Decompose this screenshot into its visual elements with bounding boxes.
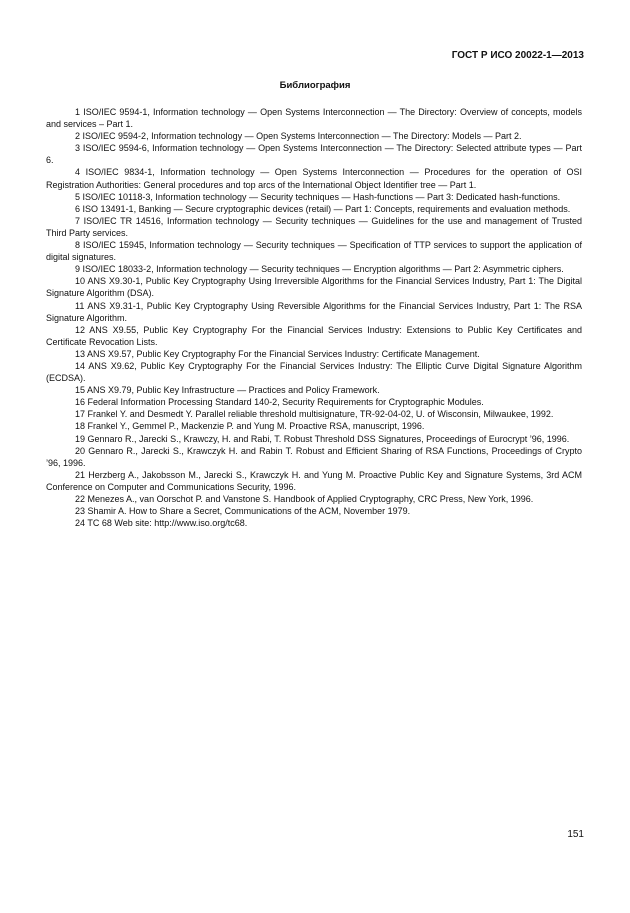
bibliography-item-number: 21 bbox=[75, 469, 86, 480]
bibliography-item-number: 13 bbox=[75, 348, 86, 359]
bibliography-item bbox=[46, 203, 582, 215]
bibliography-list bbox=[46, 106, 582, 529]
bibliography-item bbox=[46, 215, 582, 239]
bibliography-item-text: ISO/IEC 10118-3, Information technology — Security techniques — Hash-functions — Part 3: Dedicated hash-functions. bbox=[82, 191, 561, 202]
bibliography-item-text: Herzberg A., Jakobsson M., Jarecki S., Krawczyk H. and Yung M. Proactive Public Key and Signature Systems, 3rd ACM Conference on Computer and Communications Security, 1996. bbox=[46, 469, 582, 492]
bibliography-item-text: ANS X9.55, Public Key Cryptography For the Financial Services Industry: Extensions to Public Key Certificates and Certificate Revocation Lists. bbox=[46, 324, 582, 347]
bibliography-item-text: ISO/IEC TR 14516, Information technology — Security techniques — Guidelines for the use and management of Trusted Third Party services. bbox=[46, 215, 582, 238]
bibliography-item-number: 2 bbox=[75, 131, 81, 142]
bibliography-item-text: ANS X9.79, Public Key Infrastructure — Practices and Policy Framework. bbox=[87, 385, 380, 396]
page-number: 151 bbox=[567, 829, 584, 840]
bibliography-item bbox=[46, 106, 582, 130]
bibliography-item-number: 14 bbox=[75, 360, 86, 371]
bibliography-item bbox=[46, 445, 582, 469]
bibliography-item bbox=[46, 348, 582, 360]
bibliography-item bbox=[46, 517, 582, 529]
bibliography-item-number: 24 bbox=[75, 518, 86, 529]
bibliography-item-number: 7 bbox=[75, 215, 81, 226]
bibliography-item-text: ISO/IEC 18033-2, Information technology — Security techniques — Encryption algorithms — Part 2: Asymmetric ciphers. bbox=[82, 264, 564, 275]
bibliography-item-text: Gennaro R., Jarecki S., Krawczyk H. and Rabin T. Robust and Efficient Sharing of RSA Functions, Proceedings of Crypto ’96, 1996. bbox=[46, 445, 582, 468]
bibliography-item-number: 4 bbox=[75, 167, 81, 178]
bibliography-item-number: 15 bbox=[75, 385, 86, 396]
bibliography-item-text: ANS X9.57, Public Key Cryptography For the Financial Services Industry: Certificate Management. bbox=[87, 348, 480, 359]
bibliography-item bbox=[46, 420, 582, 432]
bibliography-item-text: Frankel Y. and Desmedt Y. Parallel reliable threshold multisignature, TR-92-04-02, U. of Wisconsin, Milwaukee, 1992. bbox=[87, 409, 554, 420]
bibliography-item-text: ISO/IEC 9594-6, Information technology — Open Systems Interconnection — The Directory: Selected attribute types — Part 6. bbox=[46, 143, 582, 166]
bibliography-item-number: 8 bbox=[75, 240, 81, 251]
bibliography-item bbox=[46, 191, 582, 203]
bibliography-item bbox=[46, 239, 582, 263]
bibliography-item-number: 5 bbox=[75, 191, 81, 202]
bibliography-item-number: 9 bbox=[75, 264, 81, 275]
bibliography-title: Библиография bbox=[279, 80, 351, 91]
bibliography-item-text: ISO/IEC 15945, Information technology — Security techniques — Specification of TTP services to support the application of digital signatures. bbox=[46, 240, 582, 263]
bibliography-item bbox=[46, 324, 582, 348]
bibliography-item-number: 10 bbox=[75, 276, 86, 287]
bibliography-item bbox=[46, 130, 582, 142]
bibliography-item bbox=[46, 166, 582, 190]
bibliography-item-text: ANS X9.62, Public Key Cryptography For the Financial Services Industry: The Elliptic Curve Digital Signature Algorithm (ECDSA). bbox=[46, 360, 582, 384]
bibliography-item-number: 23 bbox=[75, 506, 86, 517]
bibliography-item-text: ANS X9.31-1, Public Key Cryptography Using Reversible Algorithms for the Financial Services Industry, Part 1: The RSA Signature Algorithm. bbox=[46, 300, 582, 323]
bibliography-item bbox=[46, 360, 582, 384]
bibliography-item-text: ISO 13491-1, Banking — Secure cryptographic devices (retail) — Part 1: Concepts, requirements and evaluation methods. bbox=[82, 203, 571, 214]
bibliography-item-number: 19 bbox=[75, 433, 86, 444]
bibliography-item-number: 11 bbox=[75, 300, 85, 311]
bibliography-item-number: 1 bbox=[75, 107, 81, 117]
bibliography-item-text: Gennaro R., Jarecki S., Krawczy, H. and Rabi, T. Robust Threshold DSS Signatures, Proceedings of Eurocrypt ’96, 1996. bbox=[87, 433, 570, 444]
bibliography-item bbox=[46, 142, 582, 166]
bibliography-item bbox=[46, 493, 582, 505]
bibliography-item-text: TC 68 Web site: http://www.iso.org/tc68. bbox=[87, 518, 248, 529]
bibliography-item-text: ISO/IEC 9594-1, Information technology — Open Systems Interconnection — The Directory: Overview of concepts, models and services – Part 1. bbox=[46, 107, 582, 130]
bibliography-item-number: 22 bbox=[75, 494, 86, 504]
bibliography-item bbox=[46, 300, 582, 324]
bibliography-item-text: ISO/IEC 9834-1, Information technology — Open Systems Interconnection — Procedures for the operation of OSI Registration Authorities: General procedures and top arcs of the International Object Identifier tree — Part 1. bbox=[46, 167, 582, 190]
bibliography-item bbox=[46, 469, 582, 493]
bibliography-item-number: 12 bbox=[75, 324, 86, 335]
bibliography-item bbox=[46, 263, 582, 275]
bibliography-item-text: ISO/IEC 9594-2, Information technology — Open Systems Interconnection — The Directory: Models — Part 2. bbox=[82, 131, 522, 142]
bibliography-item-text: Shamir A. How to Share a Secret, Communications of the ACM, November 1979. bbox=[87, 506, 411, 517]
bibliography-item bbox=[46, 408, 582, 420]
bibliography-item-text: Menezes A., van Oorschot P. and Vanstone S. Handbook of Applied Cryptography, CRC Press, New York, 1996. bbox=[87, 494, 534, 504]
standard-id-header: ГОСТ Р ИСО 20022-1—2013 bbox=[451, 50, 584, 61]
bibliography-item bbox=[46, 505, 582, 517]
bibliography-item-number: 20 bbox=[75, 445, 86, 456]
bibliography-item bbox=[46, 433, 582, 445]
bibliography-item bbox=[46, 396, 582, 408]
bibliography-item-text: ANS X9.30-1, Public Key Cryptography Using Irreversible Algorithms for the Financial Services Industry, Part 1: The Digital Signature Algorithm (DSA). bbox=[46, 276, 582, 299]
bibliography-item-text: Frankel Y., Gemmel P., Mackenzie P. and Yung M. Proactive RSA, manuscript, 1996. bbox=[87, 421, 425, 432]
bibliography-item-text: Federal Information Processing Standard 140-2, Security Requirements for Cryptographic Modules. bbox=[87, 397, 484, 408]
bibliography-item bbox=[46, 384, 582, 396]
bibliography-item-number: 17 bbox=[75, 409, 86, 420]
bibliography-item bbox=[46, 275, 582, 299]
bibliography-item-number: 3 bbox=[75, 143, 81, 154]
bibliography-item-number: 18 bbox=[75, 421, 86, 432]
bibliography-item-number: 16 bbox=[75, 397, 86, 408]
bibliography-item-number: 6 bbox=[75, 203, 81, 214]
